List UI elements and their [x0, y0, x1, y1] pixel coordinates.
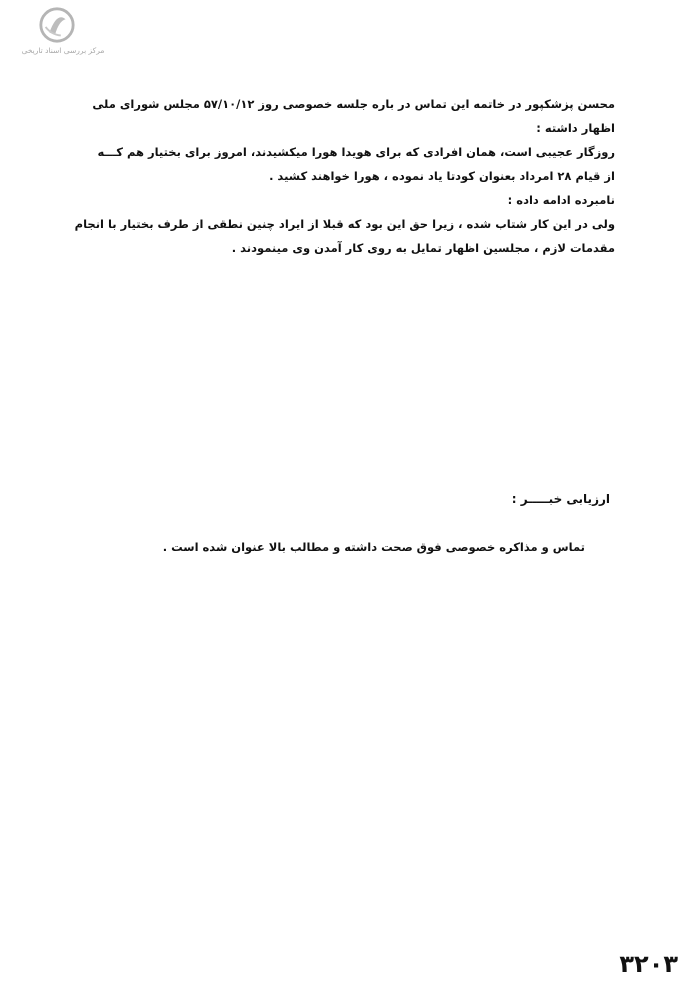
report-line-1: محسن پزشکپور در خاتمه این تماس در باره جلسه خصوصی روز ۵۷/۱۰/۱۲ مجلس شورای ملی: [92, 97, 615, 111]
report-line-7: مقدمات لازم ، مجلسین اظهار تمایل به روی کار آمدن وی مینمودند .: [231, 241, 615, 255]
logo-caption: مرکز بررسی اسناد تاریخی: [21, 46, 105, 55]
report-line-5: نامبرده ادامه داده :: [507, 193, 615, 207]
report-line-6: ولی در این کار شتاب شده ، زیرا حق این بود که قبلا از ایراد چنین نطقی از طرف بختیار با انجام: [74, 217, 615, 231]
report-body: [55, 92, 615, 260]
page-number: ۳۲۰۳: [619, 950, 678, 978]
assessment-heading-block: [512, 488, 610, 507]
archive-emblem-icon: [38, 6, 76, 44]
report-line-4: از قیام ۲۸ امرداد بعنوان کودتا یاد نموده ، هورا خواهند کشید .: [269, 169, 615, 183]
archive-logo: [8, 6, 118, 58]
assessment-text: تماس و مذاکره خصوصی فوق صحت داشته و مطالب بالا عنوان شده است .: [162, 540, 585, 554]
report-line-3: روزگار عجیبی است، همان افرادی که برای هویدا هورا میکشیدند، امروز برای بختیار هم کـــه: [97, 145, 615, 159]
assessment-heading: ارزیابی خبـــــر :: [511, 492, 610, 506]
report-line-2: اظهار داشته :: [536, 121, 615, 135]
